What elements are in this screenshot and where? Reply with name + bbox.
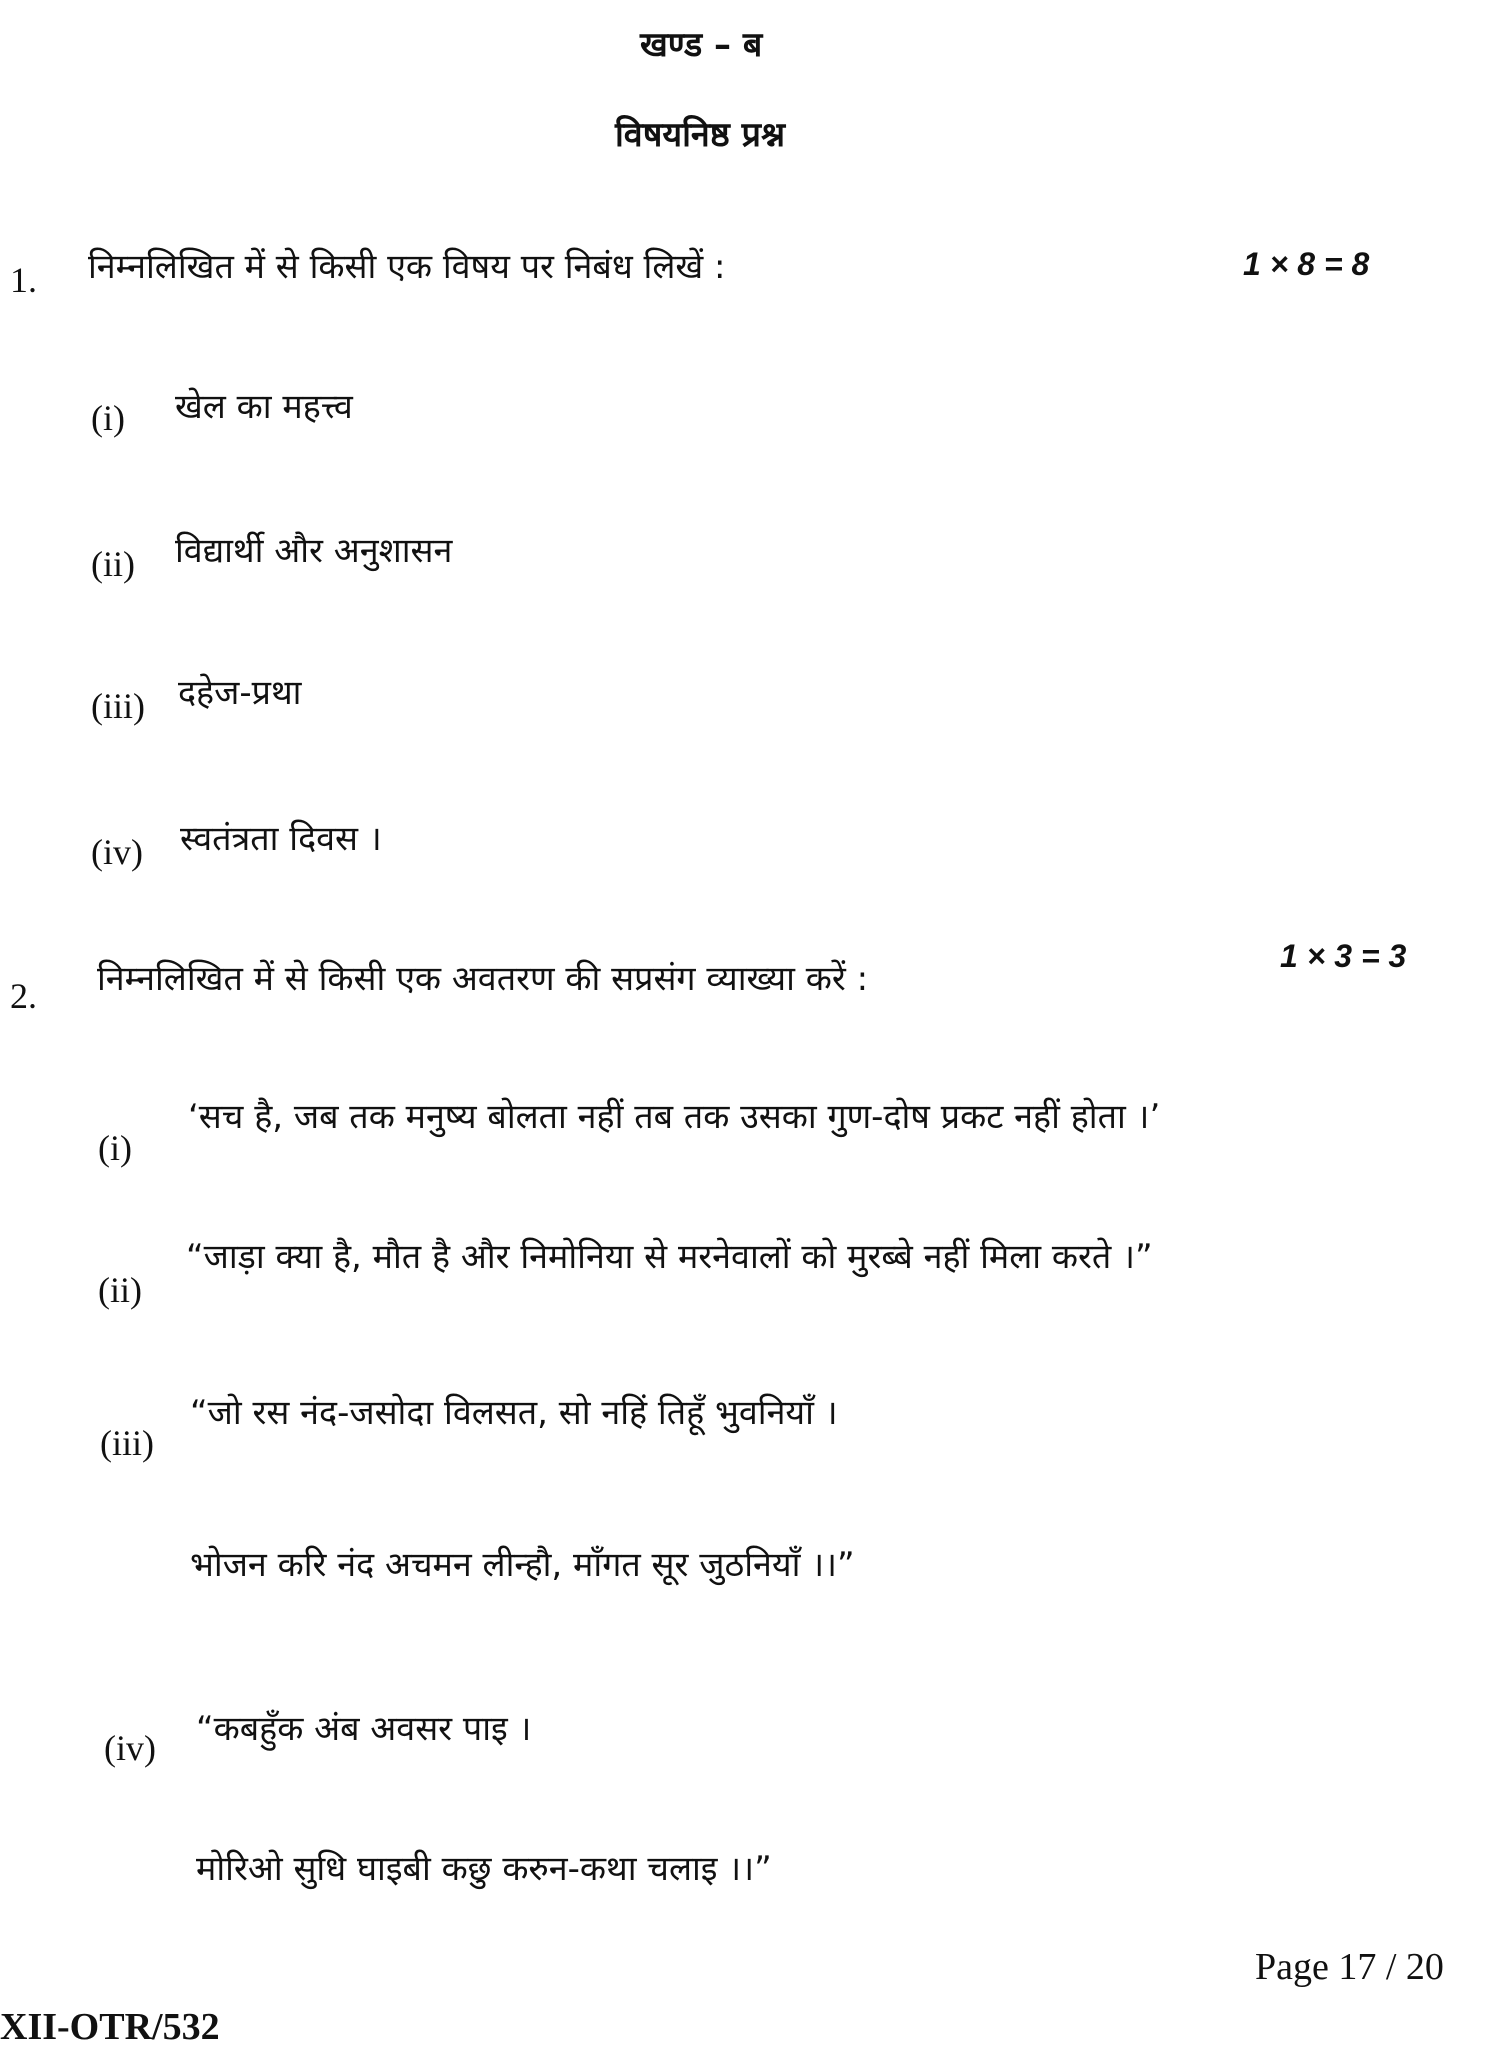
question-number: 2. [10,976,37,1016]
option-label: (ii) [98,1270,142,1310]
option-label: (i) [98,1128,132,1168]
option-label: (ii) [91,544,135,584]
option-text: विद्यार्थी और अनुशासन [175,531,453,571]
option-label: (iii) [91,686,145,726]
option-text: भोजन करि नंद अचमन लीन्हौ, माँगत सूर जुठनियाँ ।।” [190,1545,855,1585]
option-text: मोरिओ सुधि घाइबी कछु करुन-कथा चलाइ ।।” [196,1849,772,1889]
paper-code: XII-OTR/532 [0,2006,220,2048]
option-text: “जो रस नंद-जसोदा विलसत, सो नहिं तिहूँ भुवनियाँ । [190,1393,838,1433]
section-title: खण्ड – ब [640,25,763,65]
option-text: दहेज-प्रथा [178,673,302,713]
option-label: (iv) [104,1728,156,1768]
option-label: (i) [91,398,125,438]
option-text: ‘सच है, जब तक मनुष्य बोलता नहीं तब तक उसका गुण-दोष प्रकट नहीं होता ।’ [188,1097,1161,1137]
page-number: Page 17 / 20 [1255,1946,1444,1988]
option-text: “कबहुँक अंब अवसर पाइ । [196,1709,532,1749]
option-text: स्वतंत्रता दिवस । [180,819,382,859]
option-text: “जाड़ा क्या है, मौत है और निमोनिया से मरनेवालों को मुरब्बे नहीं मिला करते ।” [186,1237,1153,1277]
section-subtitle: विषयनिष्ठ प्रश्न [615,115,786,155]
question-text: निम्नलिखित में से किसी एक विषय पर निबंध लिखें : [88,247,726,287]
option-label: (iv) [91,832,143,872]
question-marks: 1 × 8 = 8 [1243,246,1370,282]
question-number: 1. [10,260,37,300]
question-text: निम्नलिखित में से किसी एक अवतरण की सप्रसंग व्याख्या करें : [97,959,869,999]
option-text: खेल का महत्त्व [175,387,353,427]
question-marks: 1 × 3 = 3 [1280,938,1407,974]
option-label: (iii) [100,1423,154,1463]
